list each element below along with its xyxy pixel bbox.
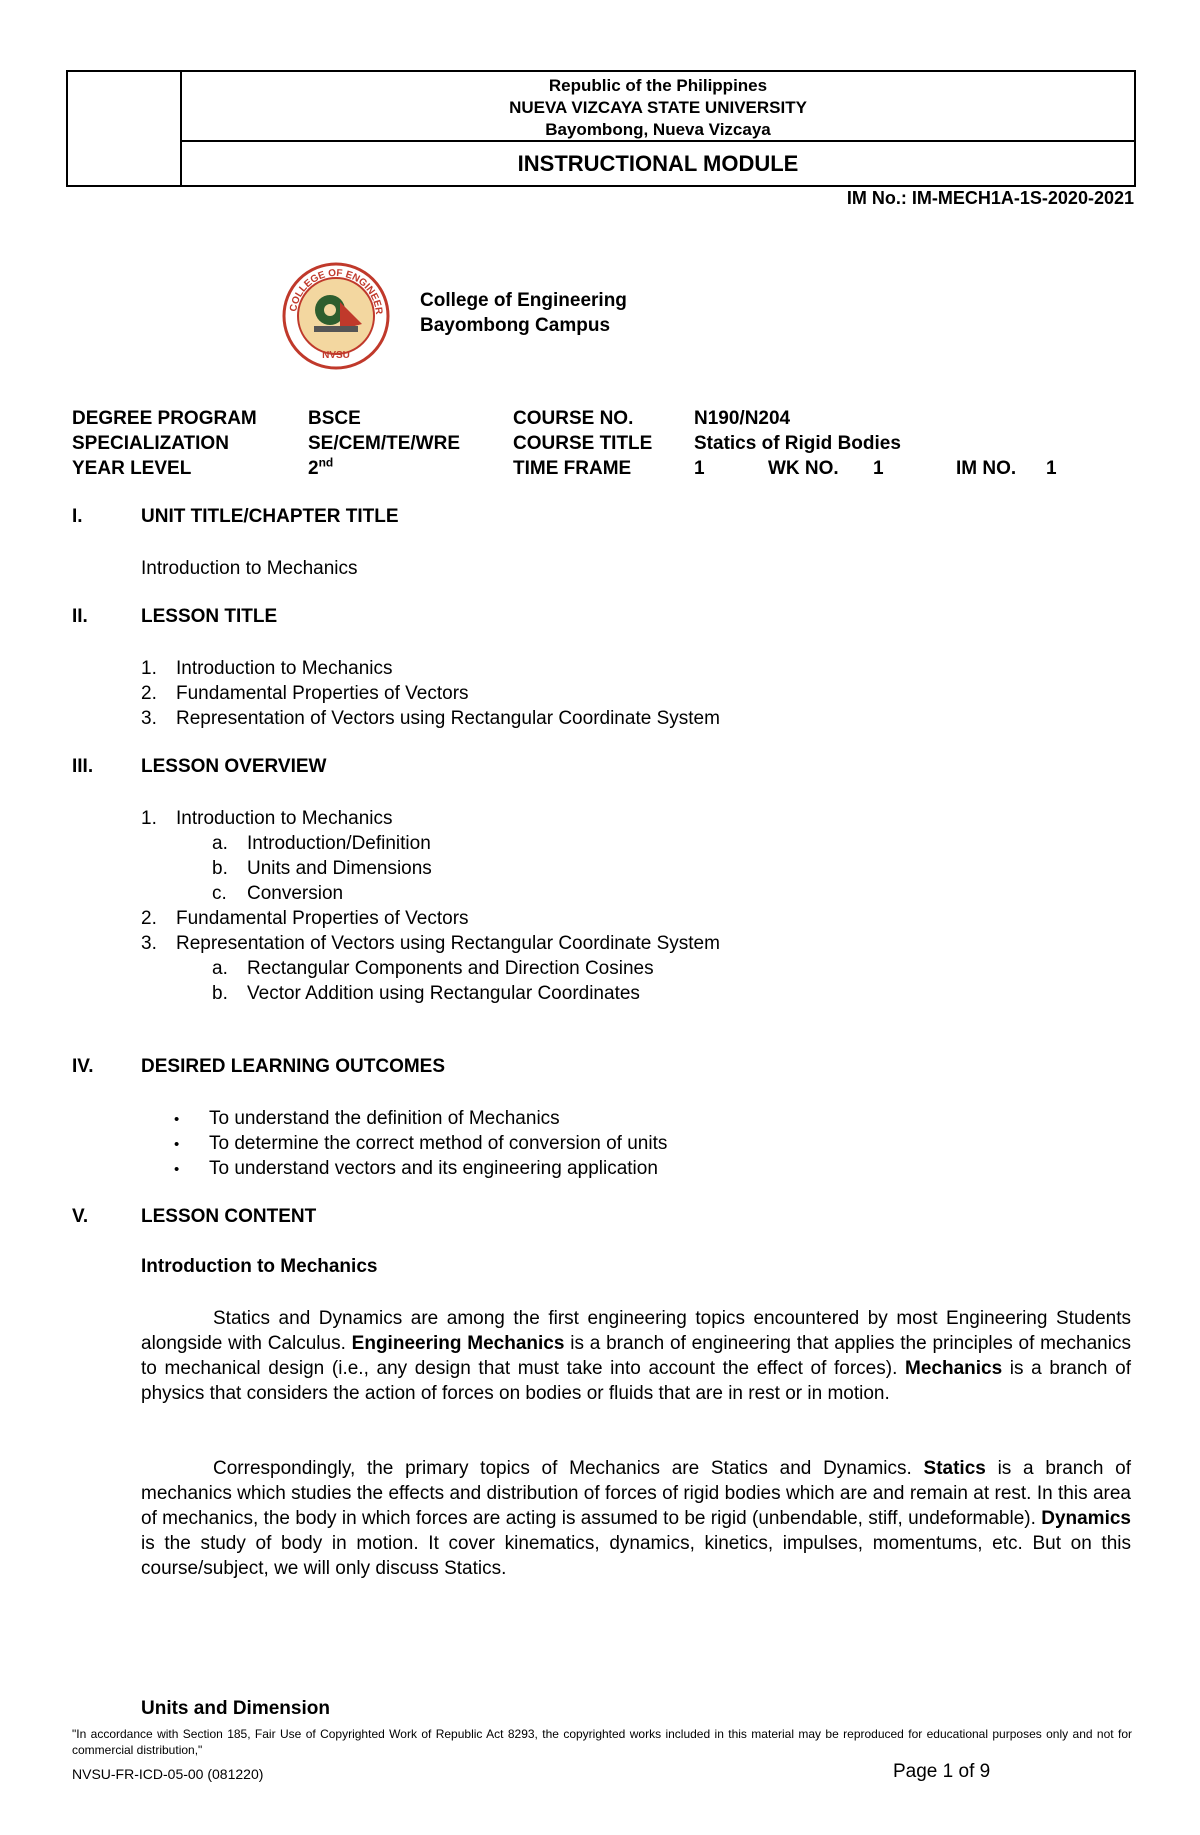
info-values-left	[308, 406, 460, 481]
section-5-number: V.	[72, 1206, 89, 1227]
sub-list-item: a. Rectangular Components and Direction Cosines	[212, 958, 654, 979]
university-name: NUEVA VIZCAYA STATE UNIVERSITY	[509, 98, 807, 117]
section-3-number: III.	[72, 756, 94, 777]
section-2-title: LESSON TITLE	[141, 606, 278, 627]
college-logo	[282, 262, 390, 370]
section-4-title: DESIRED LEARNING OUTCOMES	[141, 1056, 446, 1077]
bullet-item: • To understand the definition of Mechanics	[174, 1106, 560, 1132]
im-label: IM NO.	[956, 458, 1017, 479]
info-labels-right	[513, 406, 652, 481]
paragraph-intro: Statics and Dynamics are among the first engineering topics encountered by most Engineering Students alongside with Calculus. Engineering Mechanics is a branch of engineering that applies the principles of mechanics to mechanical design (i.e., any design that must take into account the effect of forces). Mechanics is a branch of physics that considers the action of forces on bodies or fluids that are in rest or in motion.	[141, 1308, 1131, 1404]
week-label: WK NO.	[768, 458, 839, 479]
content-subheading: Introduction to Mechanics	[141, 1256, 378, 1277]
university-address: Bayombong, Nueva Vizcaya	[545, 120, 771, 139]
units-heading: Units and Dimension	[141, 1698, 330, 1719]
time-frame-label: TIME FRAME	[513, 458, 632, 479]
section-1-title: UNIT TITLE/CHAPTER TITLE	[141, 506, 399, 527]
course-no-label: COURSE NO.	[513, 408, 634, 429]
page-number: Page 1 of 9	[893, 1761, 991, 1782]
sub-list-item: b. Vector Addition using Rectangular Coordinates	[212, 983, 640, 1004]
module-title: INSTRUCTIONAL MODULE	[517, 151, 799, 176]
bullet-item: • To determine the correct method of conversion of units	[174, 1131, 667, 1157]
header-logo-cell	[68, 72, 182, 185]
year-label: YEAR LEVEL	[72, 458, 192, 479]
paragraph-statics: Correspondingly, the primary topics of Mechanics are Statics and Dynamics. Statics is a branch of mechanics which studies the effects and distribution of forces of rigid bodies which are and remain at rest. In this area of mechanics, the body in which forces are acting is assumed to be rigid (unbendable, stiff, undeformable). Dynamics is the study of body in motion. It cover kinematics, dynamics, kinetics, impulses, momentums, etc. But on this course/subject, we will only discuss Statics.	[141, 1458, 1132, 1579]
college-campus: Bayombong Campus	[420, 315, 611, 336]
list-item: 3. Representation of Vectors using Rectangular Coordinate System	[141, 708, 720, 729]
document-header	[66, 70, 1136, 187]
sub-list-item: c. Conversion	[212, 883, 344, 904]
list-item: 2. Fundamental Properties of Vectors	[141, 683, 469, 704]
institution-block	[182, 72, 1134, 142]
degree-value: BSCE	[308, 408, 361, 429]
week-value: 1	[873, 458, 884, 479]
college-seal-icon	[282, 262, 390, 370]
college-name: College of Engineering	[420, 290, 627, 311]
section-4-number: IV.	[72, 1056, 94, 1077]
bullet-icon: •	[174, 1136, 180, 1153]
copyright-note: "In accordance with Section 185, Fair Use of Copyrighted Work of Republic Act 8293, the copyrighted works included in this material may be reproduced for educational purposes only and not for commercial distribution,"	[72, 1727, 1132, 1757]
course-title-label: COURSE TITLE	[513, 433, 653, 454]
sub-list-item: a. Introduction/Definition	[212, 833, 431, 854]
info-labels-left	[72, 406, 257, 481]
course-no-value: N190/N204	[694, 408, 791, 429]
svg-text:NVSU: NVSU	[322, 350, 350, 361]
sub-list-item: b. Units and Dimensions	[212, 858, 432, 879]
year-value: 2nd	[308, 455, 334, 479]
list-item: 1. Introduction to Mechanics	[141, 808, 393, 829]
college-name-block	[420, 288, 627, 338]
svg-text:COLLEGE OF ENGINEERING: COLLEGE OF ENGINEER	[288, 267, 385, 316]
section-2-number: II.	[72, 606, 88, 627]
section-5-title: LESSON CONTENT	[141, 1206, 317, 1227]
form-code: NVSU-FR-ICD-05-00 (081220)	[72, 1766, 264, 1782]
list-item: 2. Fundamental Properties of Vectors	[141, 908, 469, 929]
bullet-item: • To understand vectors and its engineering application	[174, 1156, 658, 1182]
list-item: 1. Introduction to Mechanics	[141, 658, 393, 679]
time-frame-value: 1	[694, 458, 705, 479]
section-1-number: I.	[72, 506, 83, 527]
bullet-icon: •	[174, 1111, 180, 1128]
republic-line: Republic of the Philippines	[548, 76, 768, 95]
course-title-value: Statics of Rigid Bodies	[694, 433, 901, 454]
unit-title-text: Introduction to Mechanics	[141, 558, 358, 579]
list-item: 3. Representation of Vectors using Rectangular Coordinate System	[141, 933, 720, 954]
specialization-label: SPECIALIZATION	[72, 433, 229, 454]
degree-label: DEGREE PROGRAM	[72, 408, 257, 429]
specialization-value: SE/CEM/TE/WRE	[308, 433, 461, 454]
section-3-title: LESSON OVERVIEW	[141, 756, 327, 777]
bullet-icon: •	[174, 1161, 180, 1178]
im-number: IM No.: IM-MECH1A-1S-2020-2021	[846, 188, 1134, 208]
im-value: 1	[1046, 458, 1057, 479]
